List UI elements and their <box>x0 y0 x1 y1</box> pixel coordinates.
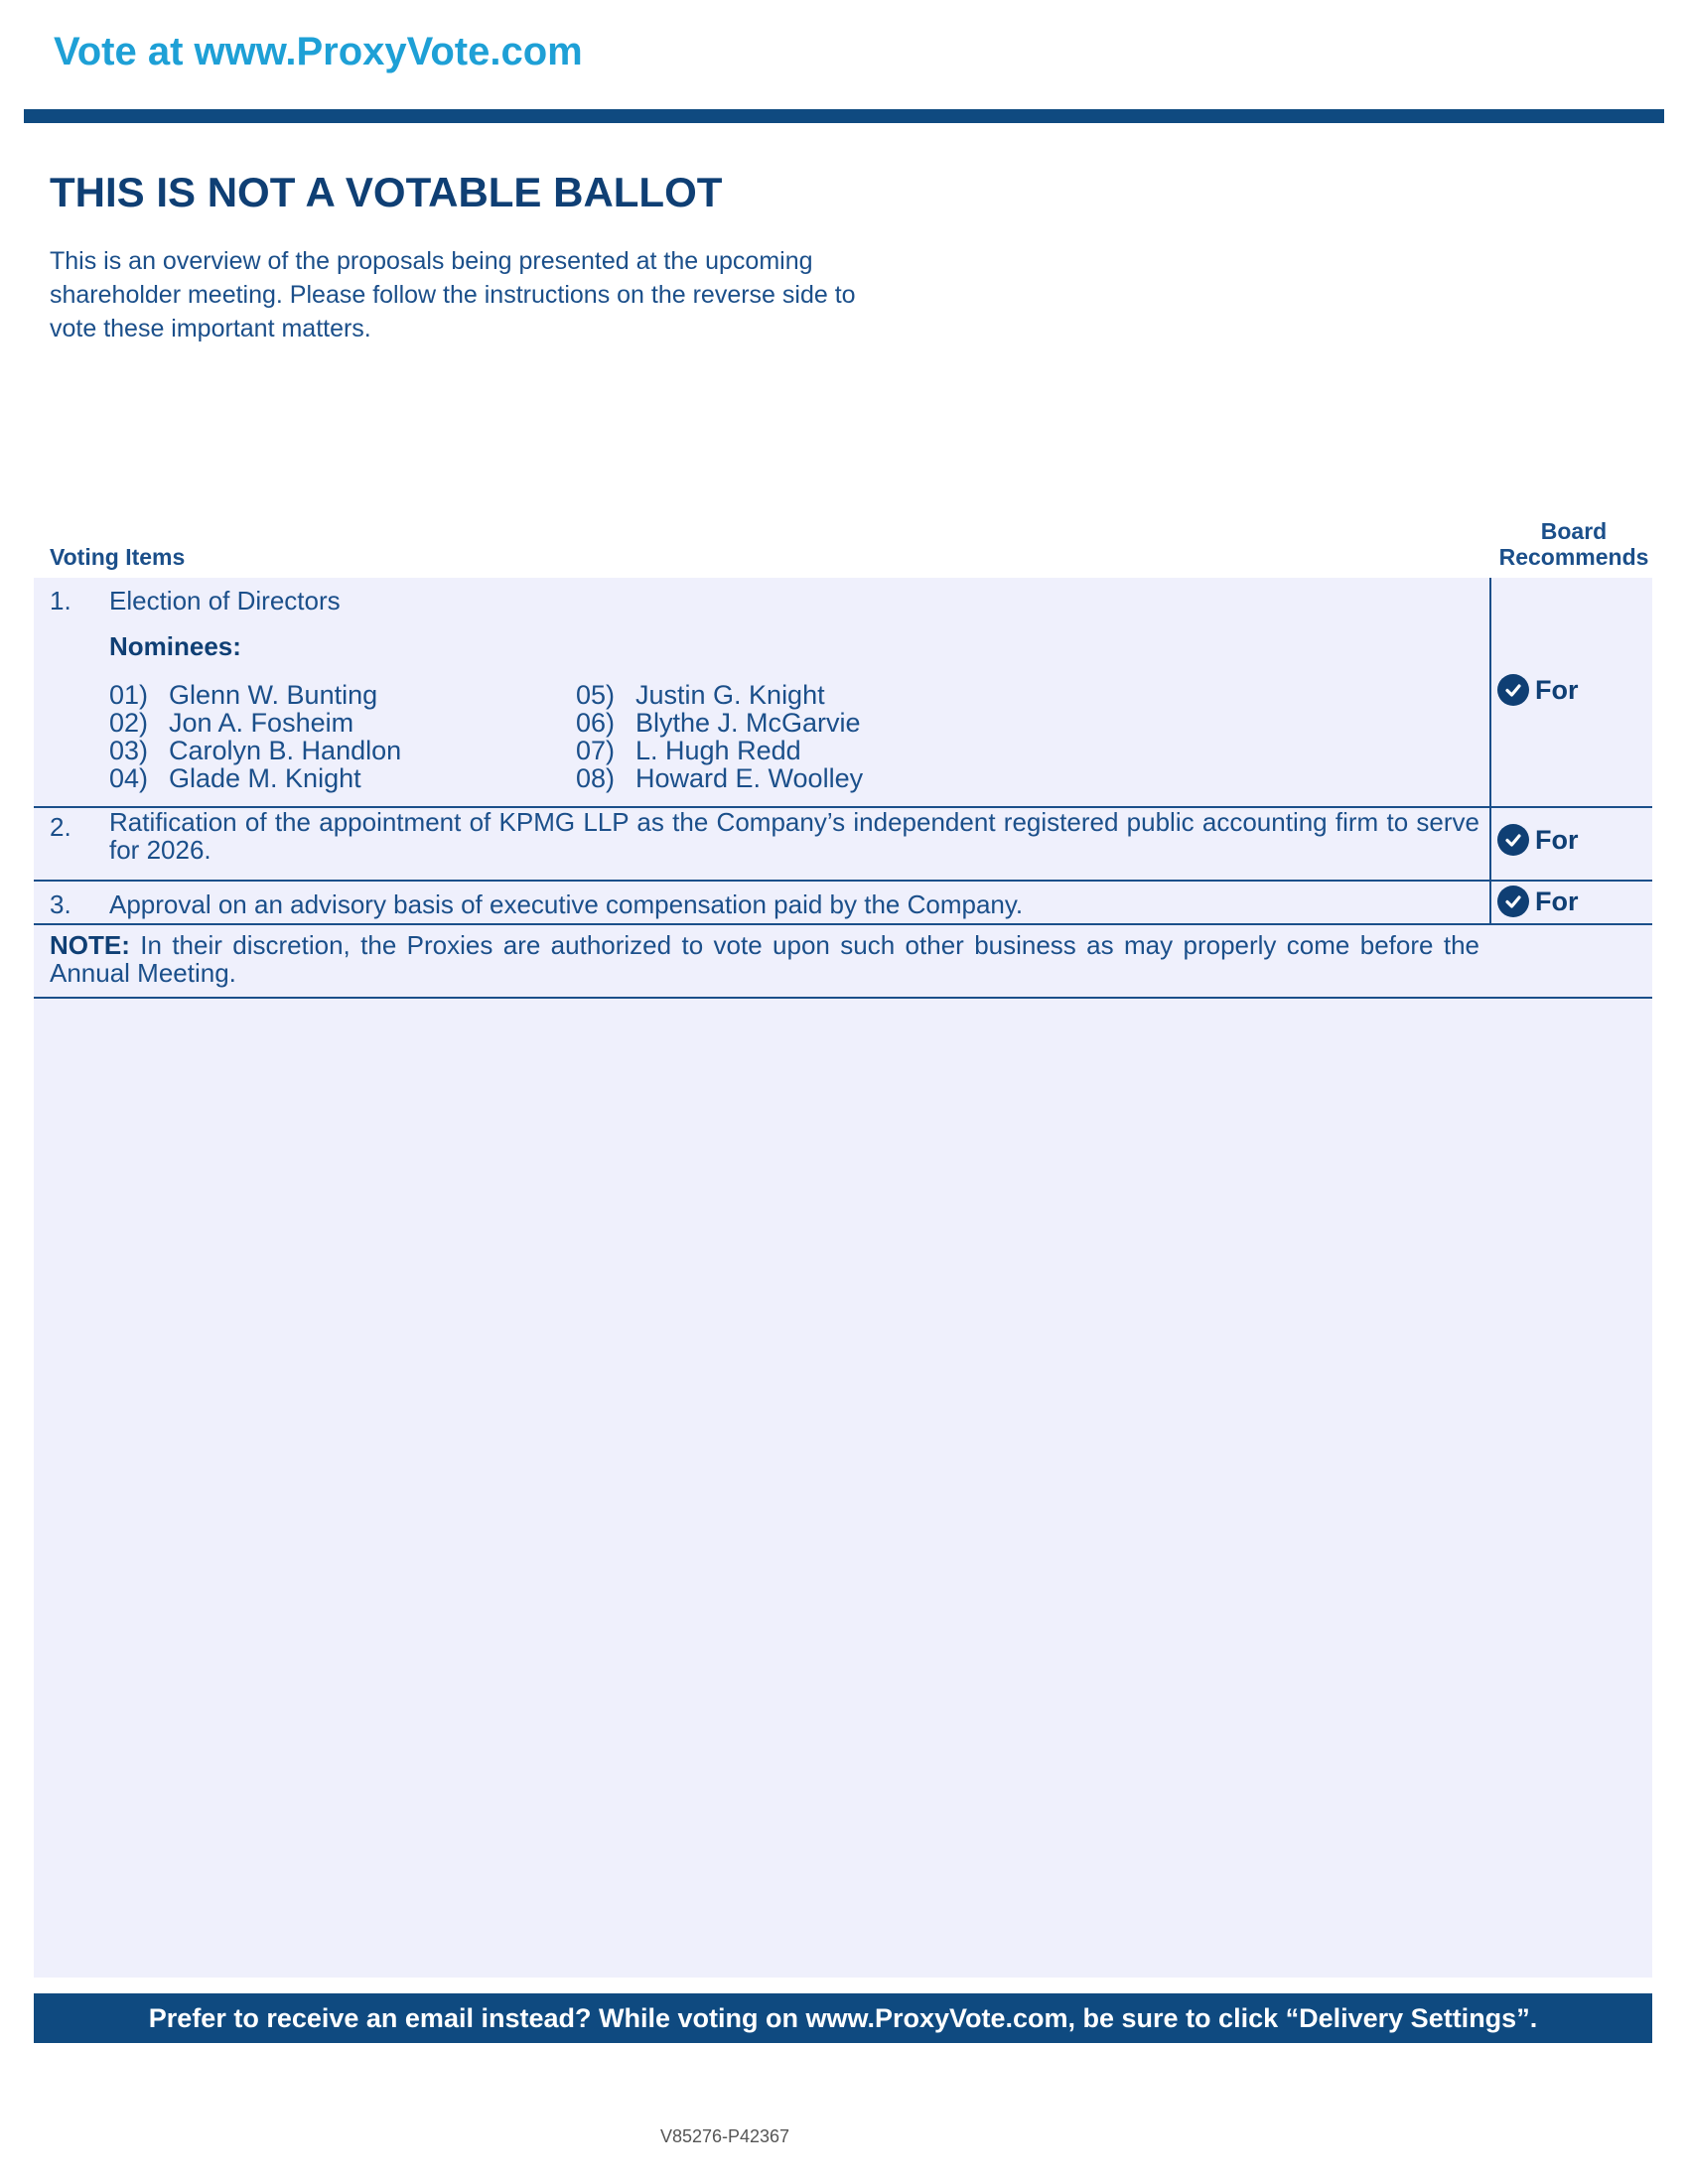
item-3-number: 3. <box>50 889 71 919</box>
nominee-08 <box>576 763 863 794</box>
delivery-settings-banner <box>34 1993 1652 2043</box>
nominee-number: 03) <box>109 736 149 765</box>
nominee-number: 07) <box>576 736 616 765</box>
nominee-03 <box>109 736 401 766</box>
document-code: V85276-P42367 <box>659 2126 790 2146</box>
nominee-name: Blythe J. McGarvie <box>635 708 861 738</box>
item-3-text: Approval on an advisory basis of executive compensation paid by the Company. <box>109 889 1024 919</box>
nominee-06 <box>576 708 861 739</box>
nominee-number: 08) <box>576 763 616 793</box>
ballot-heading: THIS IS NOT A VOTABLE BALLOT <box>50 169 723 215</box>
check-circle-icon <box>1497 674 1529 706</box>
nominee-number: 05) <box>576 680 616 710</box>
recommendation-label: For <box>1535 674 1579 705</box>
note-label: NOTE: <box>50 930 130 960</box>
nominee-name: Jon A. Fosheim <box>169 708 354 738</box>
nominee-name: L. Hugh Redd <box>635 736 801 765</box>
item-1-number: 1. <box>50 586 71 615</box>
nominee-number: 04) <box>109 763 149 793</box>
item-1-recommendation <box>1497 674 1579 706</box>
row-divider <box>34 997 1652 999</box>
board-header-line1: Board <box>1540 518 1608 544</box>
item-2-number: 2. <box>50 812 71 842</box>
nominee-02 <box>109 708 353 739</box>
voting-items-header: Voting Items <box>50 544 186 570</box>
nominee-number: 06) <box>576 708 616 738</box>
nominee-07 <box>576 736 801 766</box>
item-2-recommendation <box>1497 824 1579 856</box>
nominee-04 <box>109 763 361 794</box>
board-header-line2: Recommends <box>1498 544 1649 570</box>
nominee-number: 02) <box>109 708 149 738</box>
note-text <box>50 931 1479 987</box>
top-rule <box>24 109 1664 123</box>
nominees-label: Nominees: <box>109 631 241 661</box>
nominee-number: 01) <box>109 680 149 710</box>
row-divider <box>34 923 1652 925</box>
check-circle-icon <box>1497 824 1529 856</box>
board-recommends-header <box>1489 518 1658 570</box>
item-3-recommendation <box>1497 886 1579 917</box>
check-circle-icon <box>1497 886 1529 917</box>
item-1-text: Election of Directors <box>109 586 341 615</box>
nominee-01 <box>109 680 377 711</box>
recommendation-label: For <box>1535 886 1579 916</box>
nominee-name: Carolyn B. Handlon <box>169 736 402 765</box>
nominee-name: Howard E. Woolley <box>635 763 864 793</box>
nominee-name: Justin G. Knight <box>635 680 825 710</box>
nominee-name: Glade M. Knight <box>169 763 361 793</box>
nominee-name: Glenn W. Bunting <box>169 680 378 710</box>
recommendation-label: For <box>1535 824 1579 855</box>
nominee-05 <box>576 680 825 711</box>
intro-text: This is an overview of the proposals being presented at the upcoming shareholder meeting. Please follow the instructions on the reverse side to vote these important matters. <box>50 247 856 342</box>
banner-message: Prefer to receive an email instead? While voting on www.ProxyVote.com, be sure to click “Delivery Settings”. <box>148 2002 1538 2033</box>
row-divider <box>34 880 1652 882</box>
item-2-text: Ratification of the appointment of KPMG LLP as the Company’s independent registered public accounting firm to serve for 2026. <box>109 807 1479 865</box>
note-body: In their discretion, the Proxies are authorized to vote upon such other business as may properly come before the Annual Meeting. <box>50 930 1479 988</box>
header-title: Vote at www.ProxyVote.com <box>54 30 583 73</box>
column-divider <box>1489 578 1491 923</box>
